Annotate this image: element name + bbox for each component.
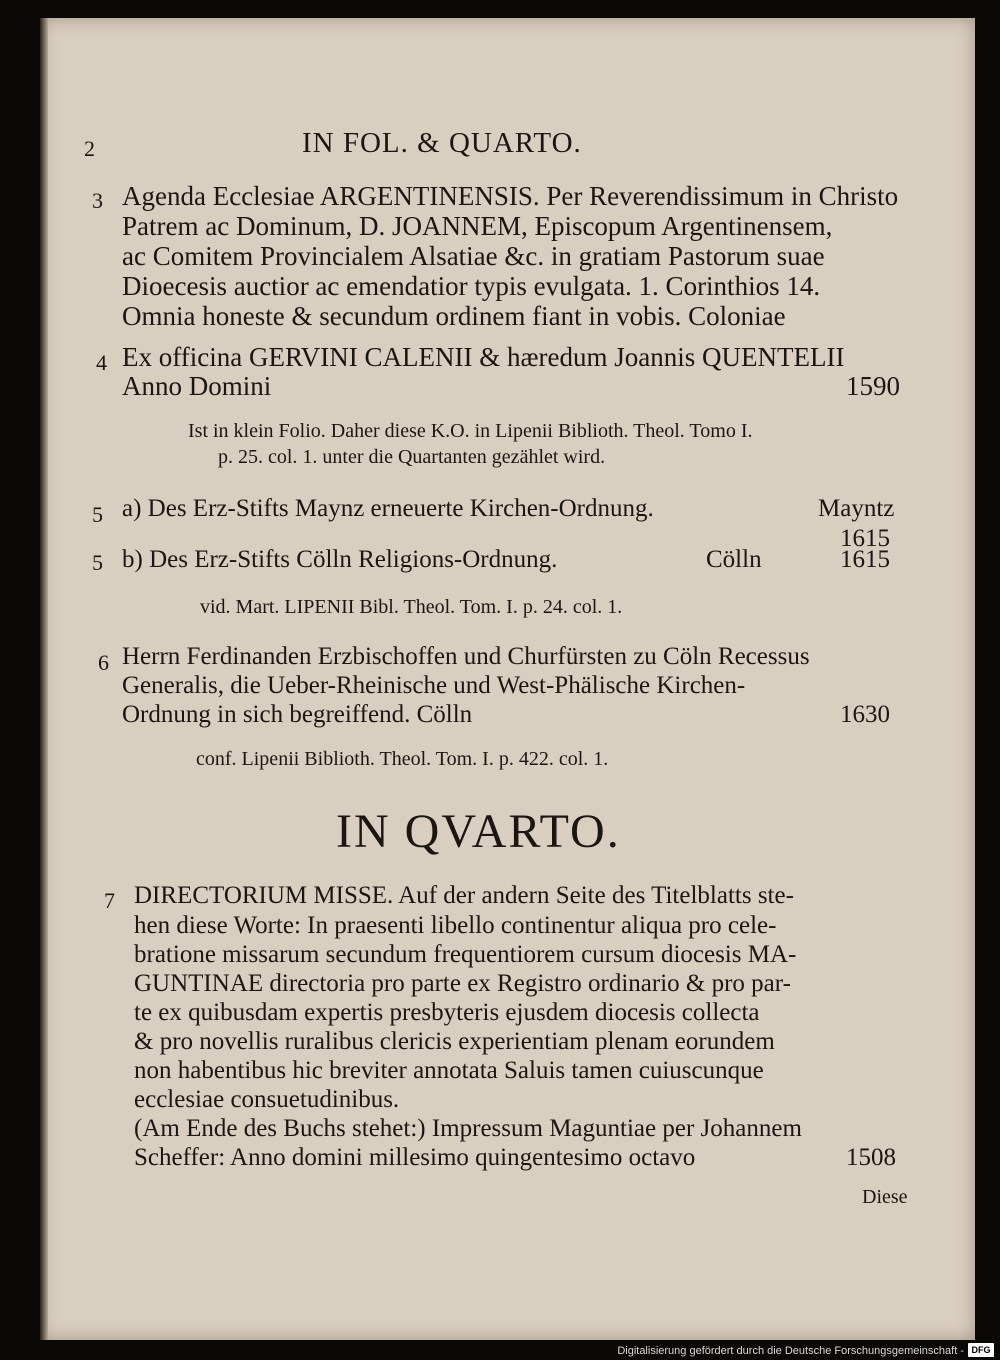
entry-line: Ordnung in sich begreiffend. Cölln: [122, 701, 473, 728]
entry-line: ac Comitem Provincialem Alsatiae &c. in gratiam Pastorum suae: [122, 241, 825, 271]
entry-note: p. 25. col. 1. unter die Quartanten gezählet wird.: [218, 446, 606, 468]
entry-line: non habentibus hic breviter annotata Saluis tamen cuiuscunque: [134, 1057, 764, 1084]
entry-place: Mayntz: [818, 495, 895, 522]
entry-line: Dioecesis auctior ac emendatior typis evulgata. 1. Corinthios 14.: [122, 271, 821, 301]
entry-year: 1615: [840, 525, 890, 552]
entry-year: 1615: [840, 546, 890, 573]
running-head: IN FOL. & QUARTO.: [302, 127, 582, 159]
entry-note: Ist in klein Folio. Daher diese K.O. in Lipenii Biblioth. Theol. Tomo I.: [188, 420, 753, 442]
catchword: Diese: [862, 1186, 908, 1208]
entry-line: ecclesiae consuetudinibus.: [134, 1086, 400, 1113]
entry-note: conf. Lipenii Biblioth. Theol. Tom. I. p. 422. col. 1.: [196, 748, 609, 770]
entry-line: te ex quibusdam expertis presbyteris ejusdem diocesis collecta: [134, 999, 760, 1026]
entry-number: 5: [92, 550, 103, 575]
entry-line: Scheffer: Anno domini millesimo quingentesimo octavo: [134, 1144, 696, 1171]
page-number: 2: [84, 136, 95, 161]
entry-line: (Am Ende des Buchs stehet:) Impressum Maguntiae per Johannem: [134, 1115, 802, 1142]
entry-year: 1630: [840, 701, 890, 728]
entry-line: & pro novellis ruralibus clericis experientiam plenam eorundem: [134, 1028, 775, 1055]
entry-line: Anno Domini: [122, 371, 272, 401]
page-gutter-shadow: [40, 18, 48, 1340]
entry-line: DIRECTORIUM MISSE. Auf der andern Seite des Titelblatts ste-: [134, 882, 794, 909]
entry-line: GUNTINAE directoria pro parte ex Registro ordinario & pro par-: [134, 970, 791, 997]
entry-line: b) Des Erz-Stifts Cölln Religions-Ordnung.: [122, 546, 558, 573]
entry-line: Agenda Ecclesiae ARGENTINENSIS. Per Reverendissimum in Christo: [122, 181, 899, 211]
entry-note: vid. Mart. LIPENII Bibl. Theol. Tom. I. p. 24. col. 1.: [200, 596, 623, 618]
entry-year: 1508: [846, 1144, 896, 1171]
entry-number: 4: [96, 350, 107, 375]
entry-line: Herrn Ferdinanden Erzbischoffen und Churfürsten zu Cöln Recessus: [122, 643, 810, 670]
entry-line: Generalis, die Ueber-Rheinische und West-Phälische Kirchen-: [122, 672, 746, 699]
digitization-footer: [0, 1340, 1000, 1360]
entry-year: 1590: [846, 371, 900, 401]
entry-number: 5: [92, 502, 103, 527]
entry-number: 6: [98, 650, 109, 675]
book-page: [40, 18, 975, 1340]
entry-number: 7: [104, 888, 115, 913]
section-title: IN QVARTO.: [336, 805, 621, 858]
entry-number: 3: [92, 188, 103, 213]
entry-line: Omnia honeste & secundum ordinem fiant in vobis. Coloniae: [122, 301, 786, 331]
entry-line: Ex officina GERVINI CALENII & hæredum Joannis QUENTELII: [122, 342, 845, 372]
entry-line: bratione missarum secundum frequentiorem cursum diocesis MA-: [134, 941, 797, 968]
entry-place: Cölln: [706, 546, 762, 573]
entry-line: Patrem ac Dominum, D. JOANNEM, Episcopum Argentinensem,: [122, 211, 833, 241]
dfg-logo: DFG: [968, 1343, 994, 1357]
footer-credit: Digitalisierung gefördert durch die Deutsche Forschungsgemeinschaft -: [617, 1345, 964, 1357]
entry-line: a) Des Erz-Stifts Maynz erneuerte Kirchen-Ordnung.: [122, 495, 654, 522]
entry-line: hen diese Worte: In praesenti libello continentur aliqua pro cele-: [134, 912, 777, 939]
